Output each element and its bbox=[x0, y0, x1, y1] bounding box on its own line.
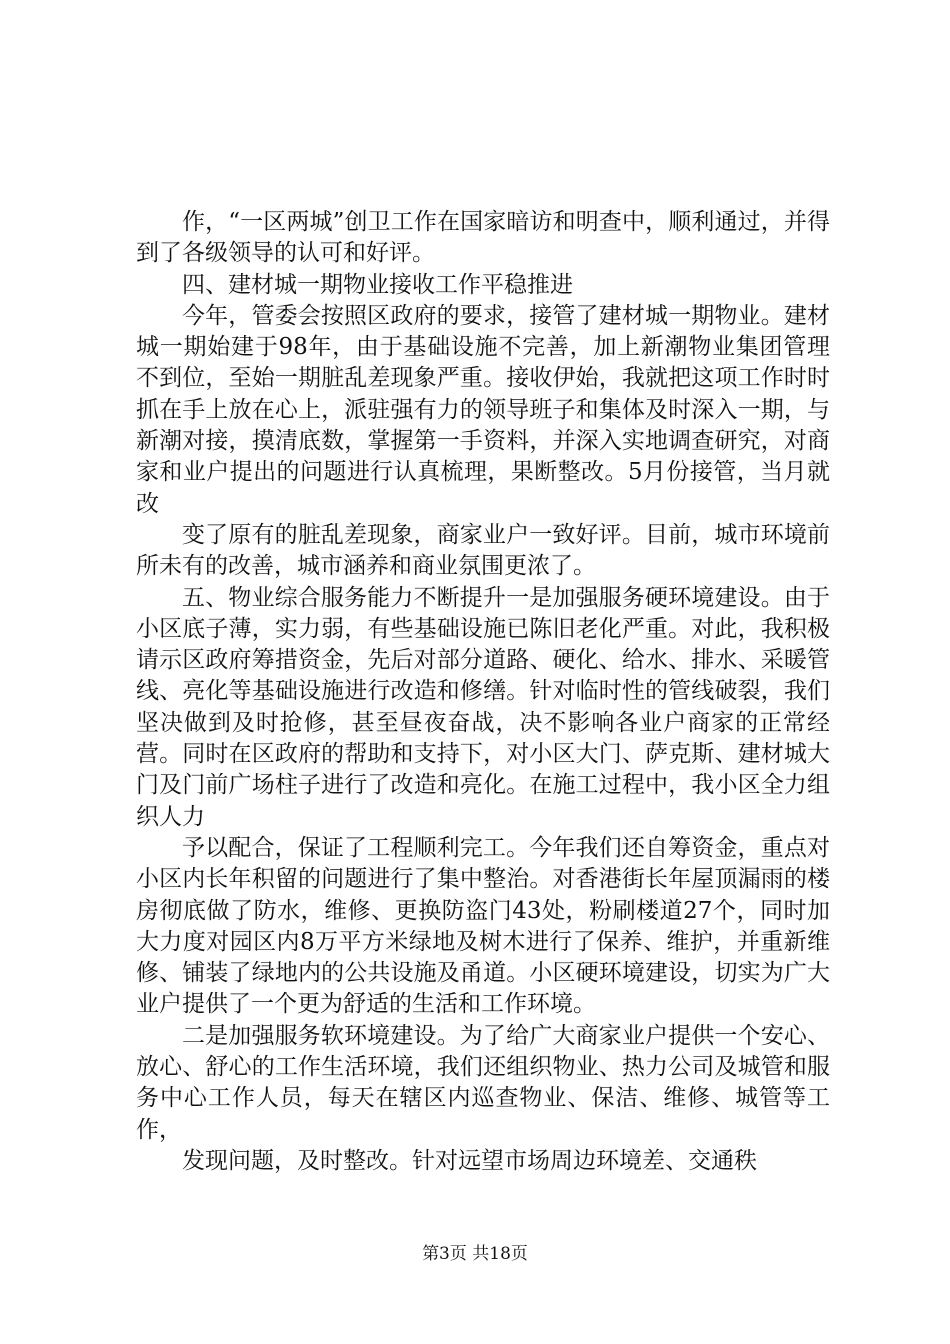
paragraph: 发现问题，及时整改。针对远望市场周边环境差、交通秩 bbox=[182, 1147, 757, 1174]
section-heading-4: 四、建材城一期物业接收工作平稳推进 bbox=[182, 271, 573, 298]
document-body bbox=[136, 207, 830, 1177]
paragraph: 变了原有的脏乱差现象，商家业户一致好评。目前，城市环境前所未有的改善，城市涵养和商业氛围更浓了。 bbox=[136, 521, 830, 580]
paragraph: 今年，管委会按照区政府的要求，接管了建材城一期物业。建材城一期始建于98年，由于基础设施不完善，加上新潮物业集团管理不到位，至始一期脏乱差现象严重。接收伊始，我就把这项工作时时抓在手上放在心上，派驻强有力的领导班子和集体及时深入一期，与新潮对接，摸清底数，掌握第一手资料，并深入实地调查研究，对商家和业户提出的问题进行认真梳理，果断整改。5月份接管，当月就改 bbox=[136, 302, 830, 517]
paragraph-continuation: 作，“一区两城”创卫工作在国家暗访和明查中，顺利通过，并得到了各级领导的认可和好评。 bbox=[136, 209, 830, 267]
paragraph: 五、物业综合服务能力不断提升一是加强服务硬环境建设。由于小区底子薄，实力弱，有些基础设施已陈旧老化严重。对此，我积极请示区政府筹措资金，先后对部分道路、硬化、给水、排水、采暖管线、亮化等基础设施进行改造和修缮。针对临时性的管线破裂，我们坚决做到及时抢修，甚至昼夜奋战，决不影响各业户商家的正常经营。同时在区政府的帮助和支持下，对小区大门、萨克斯、建材城大门及门前广场柱子进行了改造和亮化。在施工过程中，我小区全力组织人力 bbox=[136, 584, 830, 830]
page-number-footer: 第3页 共18页 bbox=[422, 1244, 528, 1264]
paragraph: 予以配合，保证了工程顺利完工。今年我们还自筹资金，重点对小区内长年积留的问题进行了集中整治。对香港街长年屋顶漏雨的楼房彻底做了防水，维修、更换防盗门43处，粉刷楼道27个，同时加大力度对园区内8万平方米绿地及树木进行了保养、维护，并重新维修、铺装了绿地内的公共设施及甬道。小区硬环境建设，切实为广大业户提供了一个更为舒适的生活和工作环境。 bbox=[136, 834, 830, 1018]
paragraph: 二是加强服务软环境建设。为了给广大商家业户提供一个安心、放心、舒心的工作生活环境，我们还组织物业、热力公司及城管和服务中心工作人员，每天在辖区内巡查物业、保洁、维修、城管等工作， bbox=[136, 1022, 830, 1143]
